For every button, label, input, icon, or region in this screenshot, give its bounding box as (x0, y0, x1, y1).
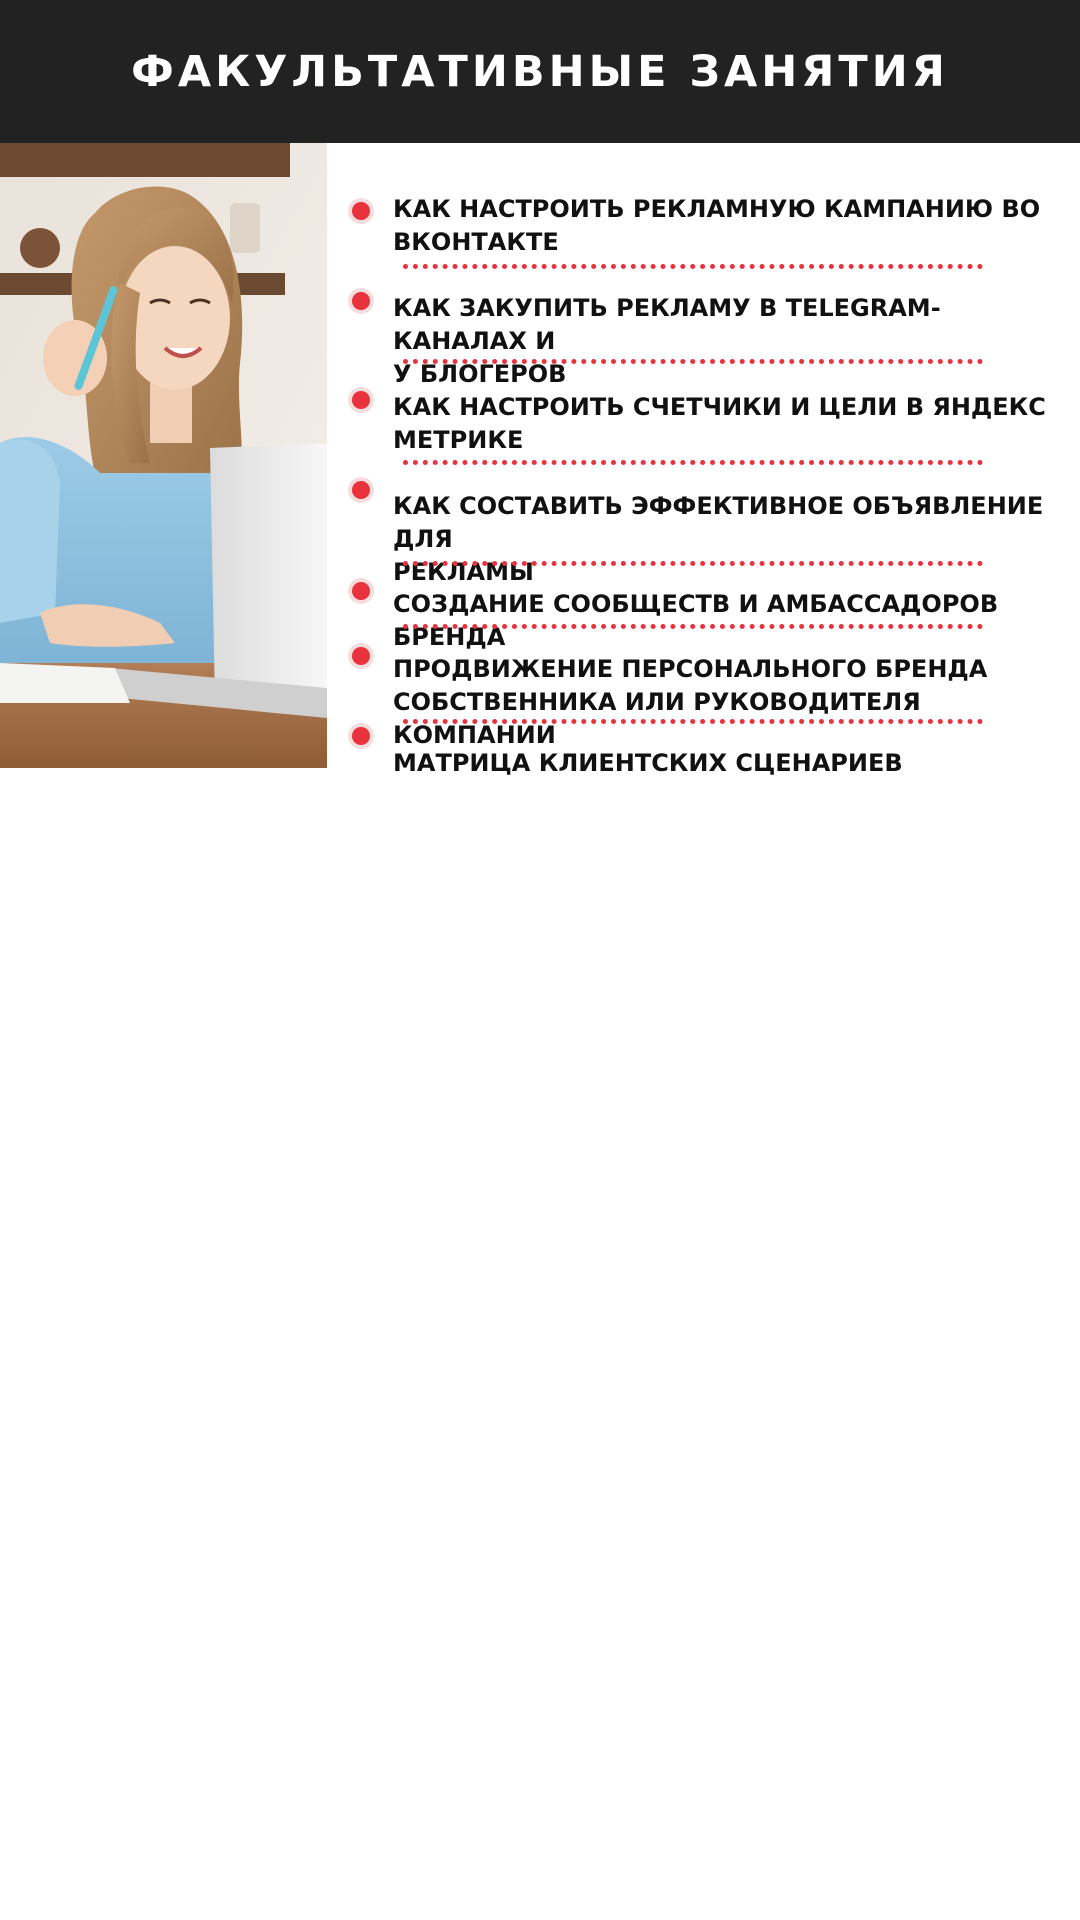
dotted-divider (403, 460, 983, 465)
bullet-icon (352, 202, 370, 220)
topic-text: МАТРИЦА КЛИЕНТСКИХ СЦЕНАРИЕВ (393, 749, 903, 777)
dotted-divider (403, 624, 983, 629)
bullet-icon (352, 647, 370, 665)
topic-text: КАК НАСТРОИТЬ СЧЕТЧИКИ И ЦЕЛИ В ЯНДЕКС МЕТРИКЕ (393, 393, 1046, 454)
dotted-divider (403, 264, 983, 269)
topic-text: ПРОДВИЖЕНИЕ ПЕРСОНАЛЬНОГО БРЕНДА СОБСТВЕННИКА ИЛИ РУКОВОДИТЕЛЯ КОМПАНИИ (393, 655, 988, 749)
topic-text: КАК ЗАКУПИТЬ РЕКЛАМУ В TELEGRAM-КАНАЛАХ И У БЛОГЕРОВ (393, 294, 941, 388)
bullet-icon (352, 481, 370, 499)
bullet-icon (352, 391, 370, 409)
topics-list (0, 0, 1080, 800)
dotted-divider (403, 561, 983, 566)
bullet-icon (352, 292, 370, 310)
bullet-icon (352, 727, 370, 745)
topic-text: КАК СОСТАВИТЬ ЭФФЕКТИВНОЕ ОБЪЯВЛЕНИЕ ДЛЯ РЕКЛАМЫ (393, 492, 1044, 586)
topic-text: КАК НАСТРОИТЬ РЕКЛАМНУЮ КАМПАНИЮ ВО ВКОНТАКТЕ (393, 195, 1041, 256)
dotted-divider (403, 719, 983, 724)
dotted-divider (403, 359, 983, 364)
bullet-icon (352, 582, 370, 600)
topic-text: СОЗДАНИЕ СООБЩЕСТВ И АМБАССАДОРОВ БРЕНДА (393, 590, 999, 651)
page-title: ФАКУЛЬТАТИВНЫЕ ЗАНЯТИЯ (131, 46, 949, 97)
